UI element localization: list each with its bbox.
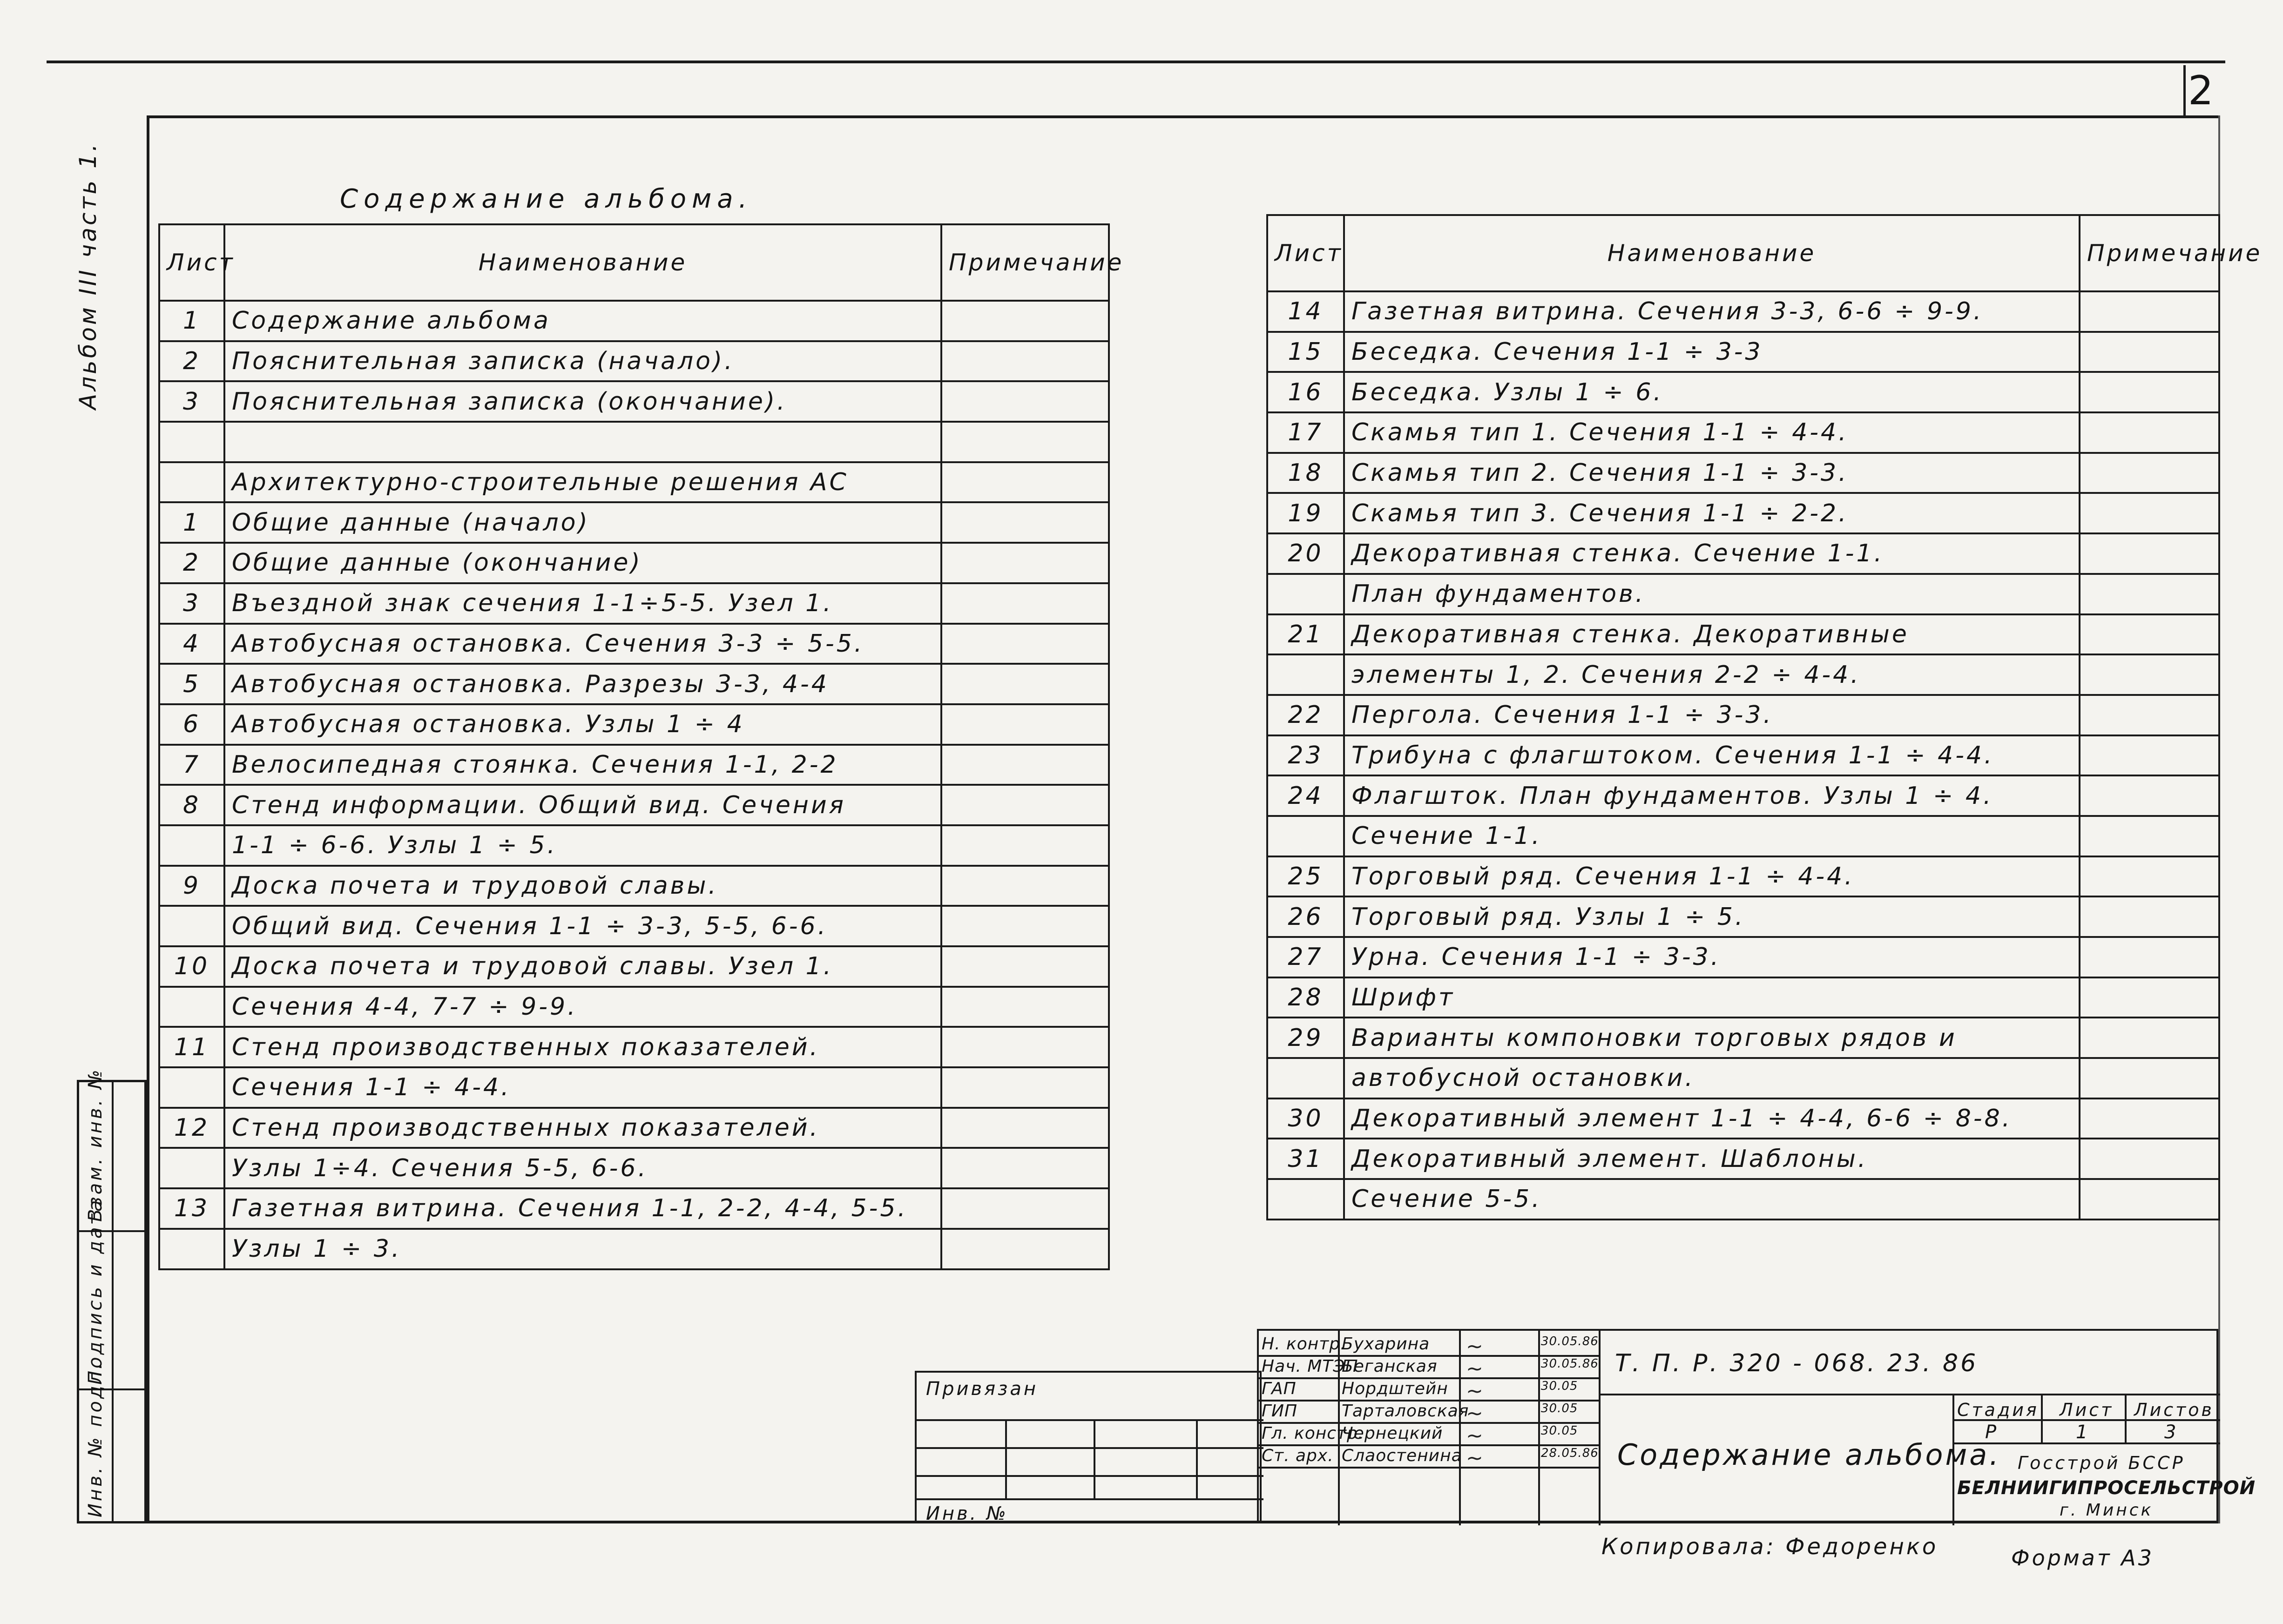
sheet-name-cell: Узлы 1 ÷ 3. — [224, 1229, 941, 1269]
table-row — [1267, 896, 2219, 937]
staff-row-rule — [1259, 1467, 1599, 1469]
table-row — [1267, 291, 2219, 332]
sheet-number-cell: 9 — [159, 866, 224, 906]
note-cell — [2080, 533, 2219, 574]
sheet-name-cell: Торговый ряд. Узлы 1 ÷ 5. — [1344, 896, 2080, 937]
sheet-number-cell: 25 — [1267, 856, 1344, 897]
table-row — [1267, 1018, 2219, 1058]
sheet-number-cell — [1267, 1058, 1344, 1098]
sheet-number-cell: 29 — [1267, 1018, 1344, 1058]
signature-mark: ~ — [1466, 1334, 1483, 1358]
note-cell — [2080, 574, 2219, 614]
sheet-number-cell: 15 — [1267, 332, 1344, 372]
note-cell — [2080, 453, 2219, 493]
note-cell — [941, 1067, 1109, 1108]
table-row — [1267, 1098, 2219, 1139]
sheet-number-cell: 20 — [1267, 533, 1344, 574]
tb-col — [1459, 1331, 1461, 1525]
sheet-number-cell: 28 — [1267, 977, 1344, 1018]
note-cell — [941, 664, 1109, 704]
sheet-number-cell: 2 — [159, 543, 224, 583]
header-name: Наименование — [1344, 215, 2080, 291]
table-row — [1267, 533, 2219, 574]
sheet-name-cell: Пергола. Сечения 1-1 ÷ 3-3. — [1344, 695, 2080, 735]
sheet-name-cell: План фундаментов. — [1344, 574, 2080, 614]
sheet-number-cell: 3 — [159, 381, 224, 422]
table-row — [159, 341, 1109, 382]
note-cell — [941, 704, 1109, 745]
sheet-name-cell: Газетная витрина. Сечения 3-3, 6-6 ÷ 9-9. — [1344, 291, 2080, 332]
sheet-name-cell: Пояснительная записка (окончание). — [224, 381, 941, 422]
binding-rule — [917, 1475, 1263, 1477]
staff-role: Гл. констр. — [1262, 1424, 1364, 1443]
note-cell — [2080, 937, 2219, 977]
note-cell — [2080, 1098, 2219, 1139]
table-row — [159, 866, 1109, 906]
staff-date: 30.05.86 — [1541, 1357, 1599, 1371]
staff-name: Слаостенина — [1342, 1446, 1462, 1465]
table-row — [1267, 412, 2219, 453]
staff-name: Беганская — [1342, 1357, 1438, 1376]
sheet-name-cell: Беседка. Узлы 1 ÷ 6. — [1344, 372, 2080, 412]
sheet-name-cell: Декоративная стенка. Декоративные — [1344, 614, 2080, 655]
table-row — [159, 745, 1109, 785]
sheet-name-cell: Сечение 5-5. — [1344, 1179, 2080, 1220]
sheet-number-cell: 19 — [1267, 493, 1344, 533]
sheet-name-cell: Въездной знак сечения 1-1÷5-5. Узел 1. — [224, 583, 941, 624]
sheet-name-cell: Общие данные (окончание) — [224, 543, 941, 583]
sheet-number-cell: 27 — [1267, 937, 1344, 977]
sheet-name-cell: 1-1 ÷ 6-6. Узлы 1 ÷ 5. — [224, 825, 941, 866]
note-cell — [2080, 775, 2219, 816]
sheet-number-cell: 31 — [1267, 1139, 1344, 1179]
signature-mark: ~ — [1466, 1357, 1483, 1381]
binding-label: Привязан — [926, 1378, 1039, 1400]
staff-name: Нордштейн — [1342, 1379, 1448, 1398]
table-row — [159, 1027, 1109, 1067]
note-cell — [2080, 493, 2219, 533]
sheet-header: Лист — [2060, 1400, 2114, 1420]
note-cell — [941, 341, 1109, 382]
sheet-number-cell — [1267, 1179, 1344, 1220]
table-row — [1267, 775, 2219, 816]
sheet-number-cell: 14 — [1267, 291, 1344, 332]
binding-col — [1094, 1419, 1095, 1498]
sheet-name-cell: Трибуна с флагштоком. Сечения 1-1 ÷ 4-4. — [1344, 735, 2080, 776]
staff-role: Н. контр. — [1262, 1334, 1346, 1354]
table-row — [159, 583, 1109, 624]
sheet-number-cell: 13 — [159, 1188, 224, 1229]
sheet-number-cell: 10 — [159, 946, 224, 987]
binding-rule — [917, 1498, 1263, 1500]
sheet-name-cell: Декоративная стенка. Сечение 1-1. — [1344, 533, 2080, 574]
sheet-number-cell — [1267, 574, 1344, 614]
note-cell — [2080, 735, 2219, 776]
signature-mark: ~ — [1466, 1424, 1483, 1448]
table-row — [1267, 1139, 2219, 1179]
staff-date: 30.05 — [1541, 1402, 1578, 1415]
note-cell — [941, 1148, 1109, 1188]
sheet-name-cell: Автобусная остановка. Сечения 3-3 ÷ 5-5. — [224, 624, 941, 664]
strip-label-inventory: Инв. № подл. — [85, 1361, 106, 1517]
note-cell — [941, 381, 1109, 422]
table-row — [159, 785, 1109, 825]
sheet-number-cell: 12 — [159, 1108, 224, 1148]
note-cell — [941, 301, 1109, 341]
sheet-name-cell: Архитектурно-строительные решения АС — [224, 462, 941, 503]
sheet-number-cell: 4 — [159, 624, 224, 664]
sheet-number-cell: 16 — [1267, 372, 1344, 412]
note-cell — [941, 583, 1109, 624]
title-block — [1257, 1329, 2256, 1523]
sheet-name-cell: Доска почета и трудовой славы. — [224, 866, 941, 906]
table-row — [1267, 1179, 2219, 1220]
contents-table-right — [1266, 214, 2263, 1220]
note-cell — [941, 502, 1109, 543]
header-note: Примечание — [941, 224, 1109, 301]
header-name: Наименование — [224, 224, 941, 301]
sheet-name-cell: Велосипедная стоянка. Сечения 1-1, 2-2 — [224, 745, 941, 785]
sheet-number-cell — [1267, 816, 1344, 856]
sheet-name-cell: Шрифт — [1344, 977, 2080, 1018]
table-header — [1267, 215, 2219, 291]
table-row — [159, 704, 1109, 745]
table-row — [159, 624, 1109, 664]
sheet-name-cell: Скамья тип 1. Сечения 1-1 ÷ 4-4. — [1344, 412, 2080, 453]
note-cell — [941, 946, 1109, 987]
staff-name: Чернецкий — [1342, 1424, 1443, 1443]
sheet-number-cell: 18 — [1267, 453, 1344, 493]
sheet-number-cell: 1 — [159, 301, 224, 341]
header-note: Примечание — [2080, 215, 2219, 291]
note-cell — [2080, 1139, 2219, 1179]
note-cell — [2080, 896, 2219, 937]
binding-col — [1005, 1419, 1007, 1498]
sheet-name-cell: Стенд производственных показателей. — [224, 1108, 941, 1148]
org-ministry: Госстрой БССР — [2018, 1453, 2185, 1473]
table-row — [1267, 654, 2219, 695]
sheet-number-cell — [159, 422, 224, 462]
signature-mark: ~ — [1466, 1446, 1483, 1470]
table-row — [159, 1067, 1109, 1108]
staff-date: 30.05.86 — [1541, 1334, 1599, 1348]
sheet-number-cell — [159, 462, 224, 503]
sheet-name-cell: Скамья тип 2. Сечения 1-1 ÷ 3-3. — [1344, 453, 2080, 493]
sheet-name-cell: Скамья тип 3. Сечения 1-1 ÷ 2-2. — [1344, 493, 2080, 533]
tb-col — [2125, 1394, 2127, 1442]
inventory-label: Инв. № — [926, 1503, 1008, 1524]
stage-value: Р — [1985, 1422, 1999, 1443]
sheet-value: 1 — [2076, 1422, 2090, 1443]
sheet-name-cell: Декоративный элемент 1-1 ÷ 4-4, 6-6 ÷ 8-8. — [1344, 1098, 2080, 1139]
note-cell — [941, 825, 1109, 866]
table-row — [159, 1108, 1109, 1148]
sheet-number-cell: 26 — [1267, 896, 1344, 937]
side-label: Альбом III часть 1. — [74, 142, 101, 410]
signature-mark: ~ — [1466, 1379, 1483, 1403]
table-header — [159, 224, 1109, 301]
table-row — [159, 664, 1109, 704]
table-row — [159, 422, 1109, 462]
sheet-name-cell: Автобусная остановка. Узлы 1 ÷ 4 — [224, 704, 941, 745]
sheets-header: Листов — [2134, 1400, 2214, 1420]
note-cell — [941, 543, 1109, 583]
sheets-value: 3 — [2164, 1422, 2179, 1443]
staff-role: ГИП — [1262, 1402, 1298, 1421]
table-row — [159, 987, 1109, 1027]
sheet-number-cell: 1 — [159, 502, 224, 543]
drawing-title: Содержание альбома. — [1617, 1438, 2001, 1472]
sheet-number-cell — [159, 1229, 224, 1269]
staff-role: Нач. МТЭП — [1262, 1357, 1358, 1376]
sheet-name-cell: Общие данные (начало) — [224, 502, 941, 543]
sheet-number-cell — [1267, 654, 1344, 695]
contents-table-left — [158, 223, 1124, 1270]
table-row — [159, 301, 1109, 341]
sheet-name-cell: Сечение 1-1. — [1344, 816, 2080, 856]
note-cell — [2080, 372, 2219, 412]
tb-col — [1599, 1331, 1601, 1525]
binding-rule — [917, 1447, 1263, 1449]
sheet-number-cell: 8 — [159, 785, 224, 825]
note-cell — [941, 987, 1109, 1027]
tb-col — [1538, 1331, 1540, 1525]
header-sheet: Лист — [1267, 215, 1344, 291]
note-cell — [2080, 614, 2219, 655]
sheet-name-cell: Варианты компоновки торговых рядов и — [1344, 1018, 2080, 1058]
org-institute: БЕЛНИИГИПРОСЕЛЬСТРОЙ — [1957, 1477, 2256, 1499]
staff-name: Тарталовская — [1342, 1402, 1469, 1421]
note-cell — [941, 624, 1109, 664]
note-cell — [2080, 1058, 2219, 1098]
note-cell — [2080, 856, 2219, 897]
note-cell — [941, 1027, 1109, 1067]
sheet-number-cell — [159, 825, 224, 866]
staff-role: Ст. арх. — [1262, 1446, 1334, 1465]
note-cell — [2080, 1179, 2219, 1220]
table-row — [159, 906, 1109, 946]
strip-label-signature: Подпись и дата — [85, 1198, 106, 1385]
sheet-name-cell: Беседка. Сечения 1-1 ÷ 3-3 — [1344, 332, 2080, 372]
sheet-number-cell: 30 — [1267, 1098, 1344, 1139]
strip-label-replace: Взам. инв. № — [85, 1067, 106, 1222]
sheet-number-cell — [159, 987, 224, 1027]
table-row — [1267, 816, 2219, 856]
sheet-number-cell: 24 — [1267, 775, 1344, 816]
header-sheet: Лист — [159, 224, 224, 301]
sheet-name-cell: Газетная витрина. Сечения 1-1, 2-2, 4-4, 5-5. — [224, 1188, 941, 1229]
note-cell — [941, 462, 1109, 503]
staff-name: Бухарина — [1342, 1334, 1430, 1354]
org-city: г. Минск — [2060, 1501, 2154, 1520]
drawing-code: Т. П. Р. 320 - 068. 23. 86 — [1615, 1349, 1979, 1377]
signature-mark: ~ — [1466, 1402, 1483, 1425]
table-row — [1267, 977, 2219, 1018]
note-cell — [941, 866, 1109, 906]
paper-format: Формат А3 — [2011, 1545, 2154, 1570]
note-cell — [941, 1108, 1109, 1148]
note-cell — [2080, 332, 2219, 372]
sheet-name-cell: Доска почета и трудовой славы. Узел 1. — [224, 946, 941, 987]
sheet-number-cell: 5 — [159, 664, 224, 704]
table-row — [1267, 937, 2219, 977]
note-cell — [941, 1188, 1109, 1229]
table-row — [1267, 574, 2219, 614]
sheet-number: 2 — [2188, 67, 2214, 114]
table-row — [159, 502, 1109, 543]
sheet-name-cell: Сечения 1-1 ÷ 4-4. — [224, 1067, 941, 1108]
sheet-number-cell: 2 — [159, 341, 224, 382]
stage-header: Стадия — [1957, 1400, 2039, 1420]
sheet-number-cell — [159, 906, 224, 946]
sheet-name-cell: Декоративный элемент. Шаблоны. — [1344, 1139, 2080, 1179]
table-row — [1267, 372, 2219, 412]
sheet-number-cell: 3 — [159, 583, 224, 624]
note-cell — [2080, 816, 2219, 856]
table-row — [159, 1148, 1109, 1188]
note-cell — [941, 785, 1109, 825]
sheet-number-cell: 17 — [1267, 412, 1344, 453]
contents-body-left — [159, 301, 1109, 1269]
table-row — [1267, 332, 2219, 372]
sheet-top-line — [47, 61, 2225, 63]
note-cell — [2080, 977, 2219, 1018]
table-row — [159, 1188, 1109, 1229]
sheet-number-cell — [159, 1067, 224, 1108]
binding-col — [1196, 1419, 1198, 1498]
note-cell — [941, 1229, 1109, 1269]
sheet-name-cell: Узлы 1÷4. Сечения 5-5, 6-6. — [224, 1148, 941, 1188]
binding-rule — [917, 1419, 1263, 1421]
table-row — [159, 1229, 1109, 1269]
table-row — [1267, 614, 2219, 655]
note-cell — [941, 745, 1109, 785]
note-cell — [2080, 1018, 2219, 1058]
album-title: Содержание альбома. — [340, 184, 753, 214]
sheet-number-cell: 23 — [1267, 735, 1344, 776]
note-cell — [941, 422, 1109, 462]
table-row — [159, 381, 1109, 422]
staff-role: ГАП — [1262, 1379, 1297, 1398]
contents-body-right — [1267, 291, 2219, 1220]
staff-date: 30.05 — [1541, 1379, 1578, 1393]
table-row — [1267, 453, 2219, 493]
table-row — [159, 462, 1109, 503]
tb-rule — [1599, 1394, 2220, 1395]
staff-date: 30.05 — [1541, 1424, 1578, 1438]
note-cell — [2080, 654, 2219, 695]
note-cell — [2080, 695, 2219, 735]
table-row — [1267, 695, 2219, 735]
table-row — [1267, 856, 2219, 897]
sheet-number-cell: 22 — [1267, 695, 1344, 735]
binding-block — [915, 1371, 1262, 1523]
sheet-name-cell: Флагшток. План фундаментов. Узлы 1 ÷ 4. — [1344, 775, 2080, 816]
table-row — [159, 543, 1109, 583]
staff-date: 28.05.86 — [1541, 1446, 1599, 1460]
sheet-name-cell: Содержание альбома — [224, 301, 941, 341]
sheet-number-cell: 7 — [159, 745, 224, 785]
copied-by: Копировала: Федоренко — [1601, 1534, 1939, 1560]
sheet-name-cell: автобусной остановки. — [1344, 1058, 2080, 1098]
sheet-name-cell: Урна. Сечения 1-1 ÷ 3-3. — [1344, 937, 2080, 977]
table-row — [1267, 493, 2219, 533]
note-cell — [2080, 412, 2219, 453]
table-row — [1267, 735, 2219, 776]
sheet-name-cell — [224, 422, 941, 462]
sheet-name-cell: Общий вид. Сечения 1-1 ÷ 3-3, 5-5, 6-6. — [224, 906, 941, 946]
sheet-name-cell: Стенд производственных показателей. — [224, 1027, 941, 1067]
table-row — [1267, 1058, 2219, 1098]
left-stamp-strip — [77, 1067, 147, 1523]
sheet-number-cell: 21 — [1267, 614, 1344, 655]
sheet-name-cell: Пояснительная записка (начало). — [224, 341, 941, 382]
sheet-number-cell — [159, 1148, 224, 1188]
sheet-name-cell: Стенд информации. Общий вид. Сечения — [224, 785, 941, 825]
table-row — [159, 946, 1109, 987]
tb-col — [2041, 1394, 2043, 1442]
note-cell — [941, 906, 1109, 946]
note-cell — [2080, 291, 2219, 332]
sheet-name-cell: Сечения 4-4, 7-7 ÷ 9-9. — [224, 987, 941, 1027]
sheet-number-cell: 11 — [159, 1027, 224, 1067]
sheet-number-cell: 6 — [159, 704, 224, 745]
sheet-name-cell: Торговый ряд. Сечения 1-1 ÷ 4-4. — [1344, 856, 2080, 897]
strip-divider — [112, 1082, 114, 1521]
sheet-name-cell: Автобусная остановка. Разрезы 3-3, 4-4 — [224, 664, 941, 704]
table-row — [159, 825, 1109, 866]
sheet-name-cell: элементы 1, 2. Сечения 2-2 ÷ 4-4. — [1344, 654, 2080, 695]
